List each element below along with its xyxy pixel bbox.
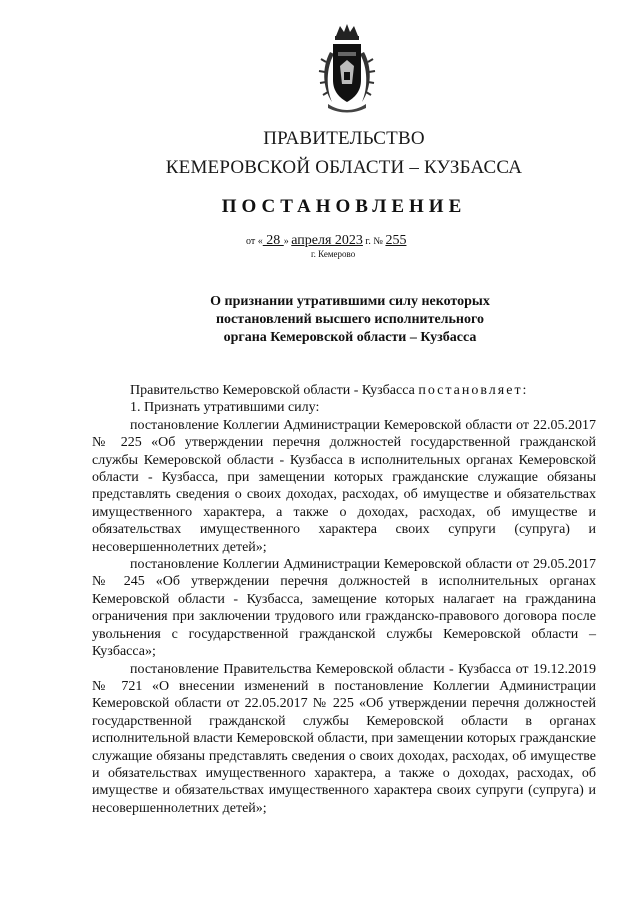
date-prefix: от « [246, 236, 263, 247]
date-year-suffix: г. [365, 236, 371, 247]
paragraph-1: постановление Коллегии Администрации Кемеровской области от 22.05.2017 № 225 «Об утверждении перечня должностей государственной гражданской службы Кемеровской области - Кузбасса в исполнительных органах Кемеровской области - Кузбасса, при замещении которых гражданские служащие обязаны представлять сведения о своих доходах, расходах, об имуществе и обязательствах имущественного характера, а также о доходах, расходах, об имуществе и обязательствах имущественного характера своих супруги (супруга) и несовершеннолетних детей»; [92, 417, 596, 555]
document-type: ПОСТАНОВЛЕНИЕ [221, 196, 467, 217]
intro-paragraph [92, 382, 596, 399]
title-line3: органа Кемеровской области – Кузбасса [223, 330, 477, 345]
title-line1: О признании утратившими силу некоторых [210, 294, 490, 309]
date-day: 28 [262, 233, 284, 248]
kuzbass-coat-of-arms-icon [316, 22, 378, 114]
document-title [150, 293, 550, 347]
number-label: № [373, 236, 383, 247]
city: г. Кемерово [311, 249, 356, 259]
paragraph-2: постановление Коллегии Администрации Кемеровской области от 29.05.2017 № 245 «Об утверждении перечня должностей в исполнительных органах Кемеровской области - Кузбасса, замещение которых налагает на гражданина ограничения при заключении трудового или гражданско-правового договора после увольнения с государственной гражданской службы Кемеровской области – Кузбасса»; [92, 557, 596, 660]
date-month-year: апреля 2023 [291, 233, 363, 248]
document-number: 255 [385, 233, 407, 248]
date-sep: » [283, 236, 289, 247]
item-1: 1. Признать утратившими силу: [130, 400, 320, 416]
date-line [246, 233, 406, 249]
document-body [92, 382, 596, 817]
org-title-line1: ПРАВИТЕЛЬСТВО [263, 128, 425, 149]
title-line2: постановлений высшего исполнительного [215, 312, 484, 327]
intro-text: Правительство Кемеровской области - Кузбасса [130, 383, 419, 398]
intro-verb: постановляет: [418, 383, 529, 398]
paragraph-3: постановление Правительства Кемеровской области - Кузбасса от 19.12.2019 № 721 «О внесении изменений в постановление Коллегии Администрации Кемеровской области от 22.05.2017 № 225 «Об утверждении перечня должностей государственной гражданской службы Кемеровской области в органах исполнительной власти Кемеровской области, при замещении которых гражданские служащие обязаны представлять сведения о своих доходах, расходах, об имуществе и обязательствах имущественного характера, а также о доходах, расходах, об имуществе и обязательствах имущественного характера своих супруги (супруга) и несовершеннолетних детей»; [92, 661, 596, 816]
org-title-line2: КЕМЕРОВСКОЙ ОБЛАСТИ – КУЗБАССА [165, 157, 523, 178]
